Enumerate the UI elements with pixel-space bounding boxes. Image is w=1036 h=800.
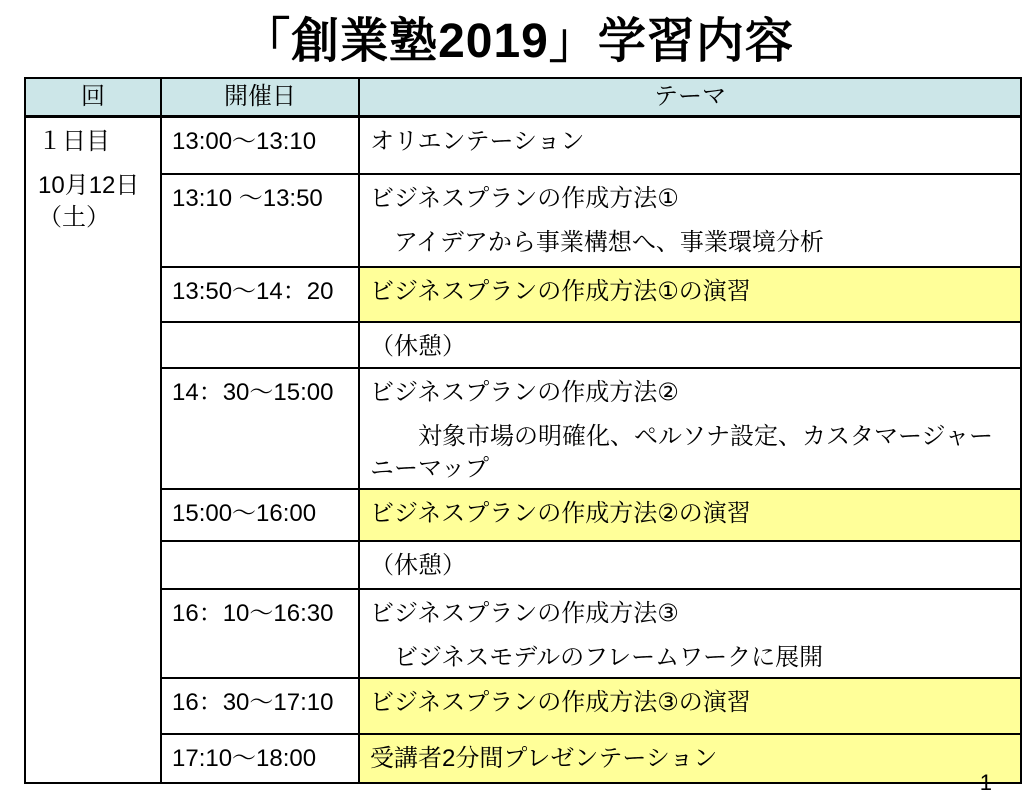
theme-line: ビジネスプランの作成方法③ [370, 599, 679, 627]
session-line: （土） [38, 204, 110, 231]
theme-cell-highlighted [359, 678, 1021, 734]
session-cell [25, 117, 161, 783]
session-line: 10月12日 [38, 172, 140, 199]
theme-cell [359, 174, 1021, 267]
table-row [25, 589, 1021, 678]
table-row [25, 678, 1021, 734]
table-row [25, 734, 1021, 783]
theme-cell [359, 589, 1021, 678]
session-line: １日目 [38, 128, 110, 155]
time-cell: 14：30～15:00 [161, 368, 359, 489]
table-row-break [25, 541, 1021, 589]
time-cell: 16：30～17:10 [161, 678, 359, 734]
table-row [25, 368, 1021, 489]
theme-line: 対象市場の明確化、ペルソナ設定、カスタマージャー [370, 422, 994, 450]
time-cell: 13:00～13:10 [161, 117, 359, 174]
theme-cell [359, 117, 1021, 174]
time-cell [161, 541, 359, 589]
theme-line: ビジネスモデルのフレームワークに展開 [370, 643, 824, 671]
theme-line: ニーマップ [370, 454, 490, 482]
table-row [25, 174, 1021, 267]
theme-line: （休憩） [370, 551, 466, 579]
header-date: 開催日 [161, 78, 359, 117]
time-cell [161, 322, 359, 368]
time-cell: 15:00～16:00 [161, 489, 359, 541]
table-row [25, 489, 1021, 541]
header-row [25, 78, 1021, 117]
theme-cell-highlighted [359, 489, 1021, 541]
theme-cell-highlighted [359, 734, 1021, 783]
theme-line: ビジネスプランの作成方法②の演習 [370, 499, 751, 527]
theme-line: ビジネスプランの作成方法①の演習 [370, 277, 751, 305]
theme-cell [359, 368, 1021, 489]
header-theme: テーマ [359, 78, 1021, 117]
time-cell: 16：10～16:30 [161, 589, 359, 678]
theme-line: オリエンテーション [370, 128, 585, 155]
theme-line: ビジネスプランの作成方法① [370, 184, 679, 212]
table-row [25, 267, 1021, 322]
page-number: 1 [979, 770, 992, 795]
theme-cell [359, 322, 1021, 368]
table-row-break [25, 322, 1021, 368]
slide-title: 「創業塾2019」学習内容 [242, 15, 794, 68]
time-cell: 17:10～18:00 [161, 734, 359, 783]
theme-cell-highlighted [359, 267, 1021, 322]
table-row [25, 117, 1021, 174]
time-cell: 13:50～14：20 [161, 267, 359, 322]
theme-line: 受講者2分間プレゼンテーション [370, 744, 718, 772]
theme-cell [359, 541, 1021, 589]
theme-line: ビジネスプランの作成方法③の演習 [370, 688, 751, 716]
time-cell: 13:10 ～13:50 [161, 174, 359, 267]
header-session: 回 [25, 78, 161, 117]
schedule-table [24, 77, 1022, 784]
theme-line: アイデアから事業構想へ、事業環境分析 [370, 228, 824, 256]
theme-line: （休憩） [370, 332, 466, 360]
theme-line: ビジネスプランの作成方法② [370, 378, 679, 406]
